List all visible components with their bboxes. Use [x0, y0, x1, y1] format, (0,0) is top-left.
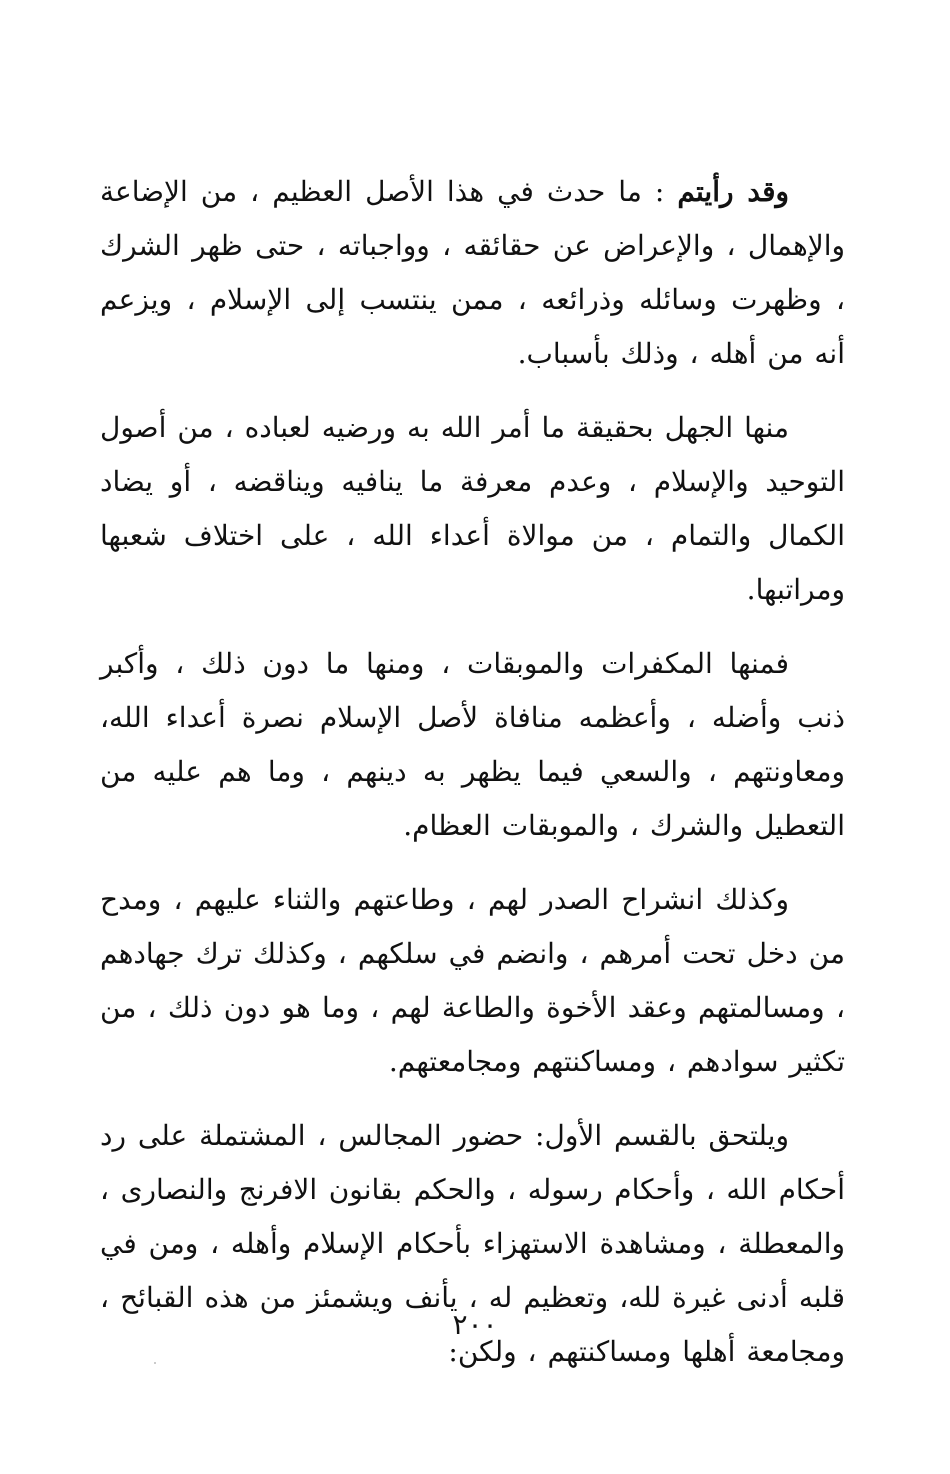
paragraph-1-lead: وقد رأيتم	[677, 175, 789, 208]
page-body	[100, 165, 845, 1399]
paragraph-4	[100, 873, 845, 1089]
page-number: ٢٠٠	[452, 1308, 498, 1341]
paragraph-1	[100, 165, 845, 381]
scan-speck	[154, 1362, 156, 1364]
paragraph-2	[100, 401, 845, 617]
paragraph-2-text: منها الجهل بحقيقة ما أمر الله به ورضيه لعباده ، من أصول التوحيد والإسلام ، وعدم معرفة ما ينافيه ويناقضه ، أو يضاد الكمال والتمام ، من موالاة أعداء الله ، على اختلاف شعبها ومراتبها.	[100, 411, 845, 606]
paragraph-3	[100, 637, 845, 853]
paragraph-3-text: فمنها المكفرات والموبقات ، ومنها ما دون ذلك ، وأكبر ذنب وأضله ، وأعظمه منافاة لأصل الإسلام نصرة أعداء الله، ومعاونتهم ، والسعي فيما يظهر به دينهم ، وما هم عليه من التعطيل والشرك ، والموبقات العظام.	[100, 647, 845, 842]
paragraph-1-text: : ما حدث في هذا الأصل العظيم ، من الإضاعة والإهمال ، والإعراض عن حقائقه ، وواجباته ، حتى ظهر الشرك ، وظهرت وسائله وذرائعه ، ممن ينتسب إلى الإسلام ، ويزعم أنه من أهله ، وذلك بأسباب.	[100, 175, 845, 370]
paragraph-5-text: ويلتحق بالقسم الأول: حضور المجالس ، المشتملة على رد أحكام الله ، وأحكام رسوله ، والحكم بقانون الافرنج والنصارى ، والمعطلة ، ومشاهدة الاستهزاء بأحكام الإسلام وأهله ، ومن في قلبه أدنى غيرة لله، وتعظيم له ، يأنف ويشمئز من هذه القبائح ، ومجامعة أهلها ومساكنتهم ، ولكن:	[100, 1119, 845, 1368]
paragraph-4-text: وكذلك انشراح الصدر لهم ، وطاعتهم والثناء عليهم ، ومدح من دخل تحت أمرهم ، وانضم في سلكهم ، وكذلك ترك جهادهم ، ومسالمتهم وعقد الأخوة والطاعة لهم ، وما هو دون ذلك ، من تكثير سوادهم ، ومساكنتهم ومجامعتهم.	[100, 883, 845, 1078]
